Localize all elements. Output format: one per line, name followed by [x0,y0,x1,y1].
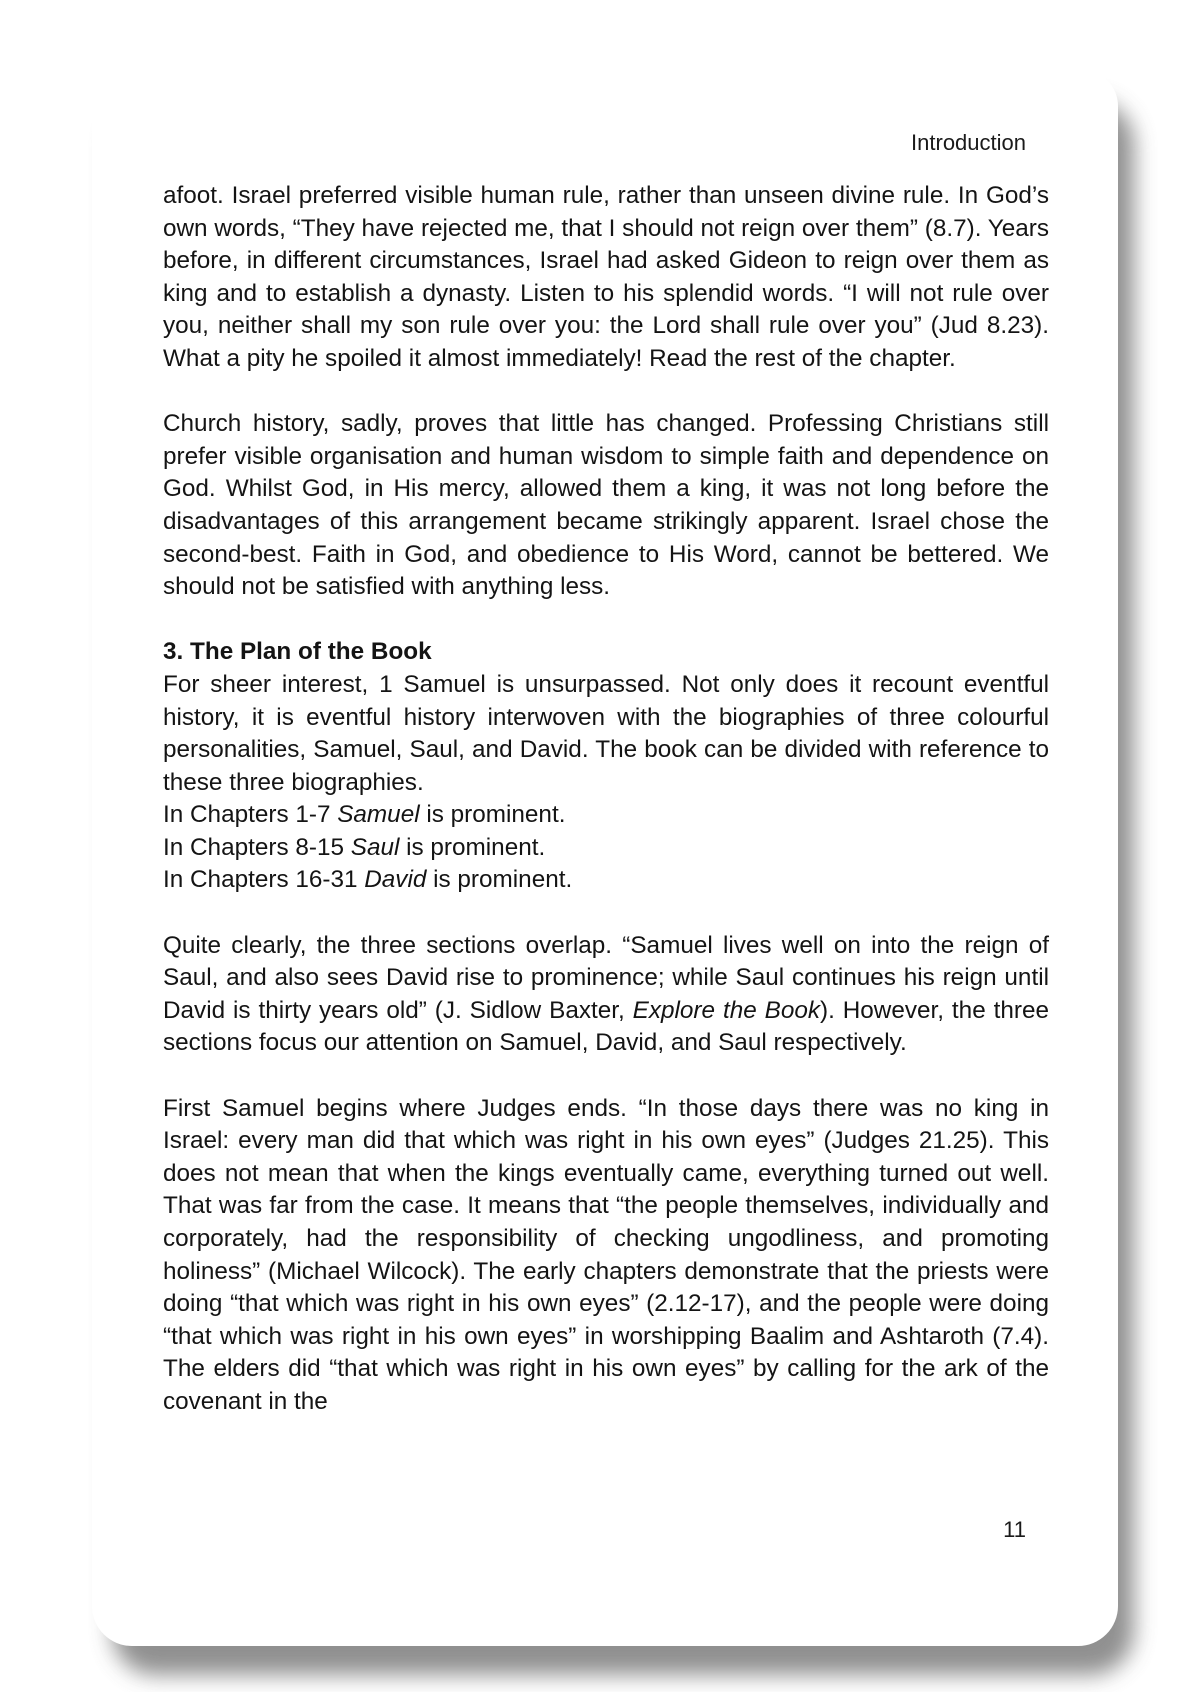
chapter-list [163,799,1049,897]
chapter-suffix: is prominent. [419,801,566,829]
chapter-person: Samuel [337,801,420,829]
chapter-line [163,799,1049,832]
chapter-range: In Chapters 1-7 [163,801,338,829]
section-heading: 3. The Plan of the Book [163,638,432,666]
running-head: Introduction [911,130,1026,155]
book-title: Explore the Book [632,996,820,1024]
chapter-person: Saul [350,833,400,861]
chapter-suffix: is prominent. [399,833,546,861]
book-page [92,70,1118,1646]
paragraph-3: For sheer interest, 1 Samuel is unsurpassed. Not only does it recount eventful history, it is eventful history interwoven with the biographies of three colourful personalities, Samuel, Saul, and David. The book can be divided with reference to these three biographies. [163,670,1049,796]
quote-text-end: ). However, the three sections focus our attention on Samuel, David, and Saul respectively. [163,996,1049,1057]
page-number: 11 [1003,1517,1026,1542]
paragraph-5: First Samuel begins where Judges ends. “In those days there was no king in Israel: every man did that which was right in his own eyes” (Judges 21.25). This does not mean that when the kings eventually came, everything turned out well. That was far from the case. It means that “the people themselves, individually and corporately, had the responsibility of checking ungodliness, and promoting holiness” (Michael Wilcock). The early chapters demonstrate that the priests were doing “that which was right in his own eyes” (2.12-17), and the people were doing “that which was right in his own eyes” in worshipping Baalim and Ashtaroth (7.4). The elders did “that which was right in his own eyes” by calling for the ark of the covenant in the [163,1094,1049,1415]
chapter-person: David [364,866,427,894]
chapter-range: In Chapters 16-31 [163,866,365,894]
chapter-line [163,864,1049,897]
paragraph-4 [163,930,1049,1060]
chapter-suffix: is prominent. [426,866,573,894]
chapter-range: In Chapters 8-15 [163,833,351,861]
chapter-line [163,832,1049,865]
paragraph-1: afoot. Israel preferred visible human rule, rather than unseen divine rule. In God’s own words, “They have rejected me, that I should not reign over them” (8.7). Years before, in different circumstances, Israel had asked Gideon to reign over them as king and to establish a dynasty. Listen to his splendid words. “I will not rule over you, neither shall my son rule over you: the Lord shall rule over you” (Jud 8.23). What a pity he spoiled it almost immediately! Read the rest of the chapter. [163,182,1049,372]
body-text [163,180,1049,1419]
quote-text: Quite clearly, the three sections overlap. “Samuel lives well on into the reign of Saul, and also sees David rise to prominence; while Saul continues his reign until David is thirty years old” (J. Sidlow Baxter, [163,931,1049,1024]
paragraph-2: Church history, sadly, proves that little has changed. Professing Christians still prefer visible organisation and human wisdom to simple faith and dependence on God. Whilst God, in His mercy, allowed them a king, it was not long before the disadvantages of this arrangement became strikingly apparent. Israel chose the second-best. Faith in God, and obedience to His Word, cannot be bettered. We should not be satisfied with anything less. [163,410,1049,601]
